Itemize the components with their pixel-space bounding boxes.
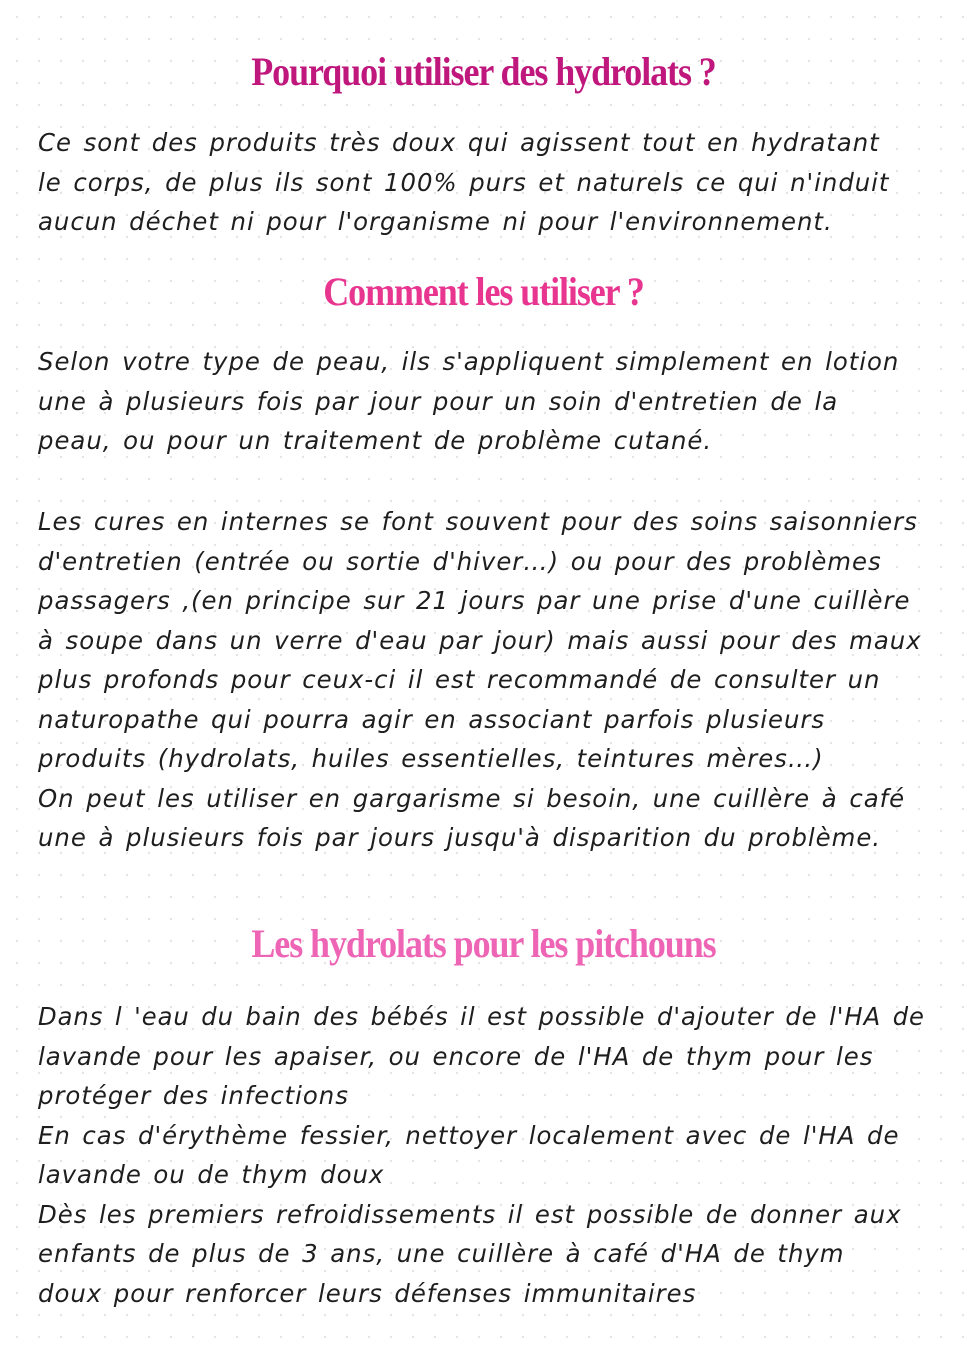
paragraph-how-cures [38,502,948,858]
text-line: enfants de plus de 3 ans, une cuillère à café d'HA de thym [38,1239,845,1268]
text-line: Dès les premiers refroidissements il est possible de donner aux [38,1199,902,1229]
text-line: peau, ou pour un traitement de problème cutané. [38,426,713,455]
text-line: On peut les utiliser en gargarisme si besoin, une cuillère à café [38,783,906,813]
text-line: Dans l 'eau du bain des bébés il est possible d'ajouter de l'HA de [38,1002,925,1031]
text-line: le corps, de plus ils sont 100% purs et naturels ce qui n'induit [38,167,890,197]
text-line: d'entretien (entrée ou sortie d'hiver…) ou pour des problèmes [38,546,882,576]
text-line: lavande pour les apaiser, ou encore de l'HA de thym pour les [38,1041,874,1071]
paragraph-why [38,123,948,242]
paragraph-kids [38,997,948,1313]
text-line: passagers ,(en principe sur 21 jours par une prise d'une cuillère [38,586,911,615]
heading-kids: Les hydrolats pour les pitchouns [251,921,716,966]
text-line: aucun déchet ni pour l'organisme ni pour l'environnement. [38,207,833,236]
text-line: En cas d'érythème fessier, nettoyer localement avec de l'HA de [38,1120,900,1150]
text-line: protéger des infections [38,1081,349,1110]
text-line: produits (hydrolats, huiles essentielles, teintures mères…) [38,744,824,773]
text-line: une à plusieurs fois par jour pour un soin d'entretien de la [38,386,839,416]
text-line: Ce sont des produits très doux qui agissent tout en hydratant [38,128,880,157]
text-line: Selon votre type de peau, ils s'appliquent simplement en lotion [38,347,900,376]
text-line: une à plusieurs fois par jours jusqu'à disparition du problème. [38,823,882,852]
text-line: à soupe dans un verre d'eau par jour) mais aussi pour des maux [38,625,922,655]
text-line: doux pour renforcer leurs défenses immunitaires [38,1278,697,1308]
paragraph-how-lotion [38,342,948,461]
text-line: lavande ou de thym doux [38,1160,385,1189]
text-line: naturopathe qui pourra agir en associant parfois plusieurs [38,704,826,734]
heading-how: Comment les utiliser ? [323,269,644,314]
heading-why: Pourquoi utiliser des hydrolats ? [251,49,716,94]
text-line: Les cures en internes se font souvent pour des soins saisonniers [38,507,918,536]
text-line: plus profonds pour ceux-ci il est recommandé de consulter un [38,665,881,694]
